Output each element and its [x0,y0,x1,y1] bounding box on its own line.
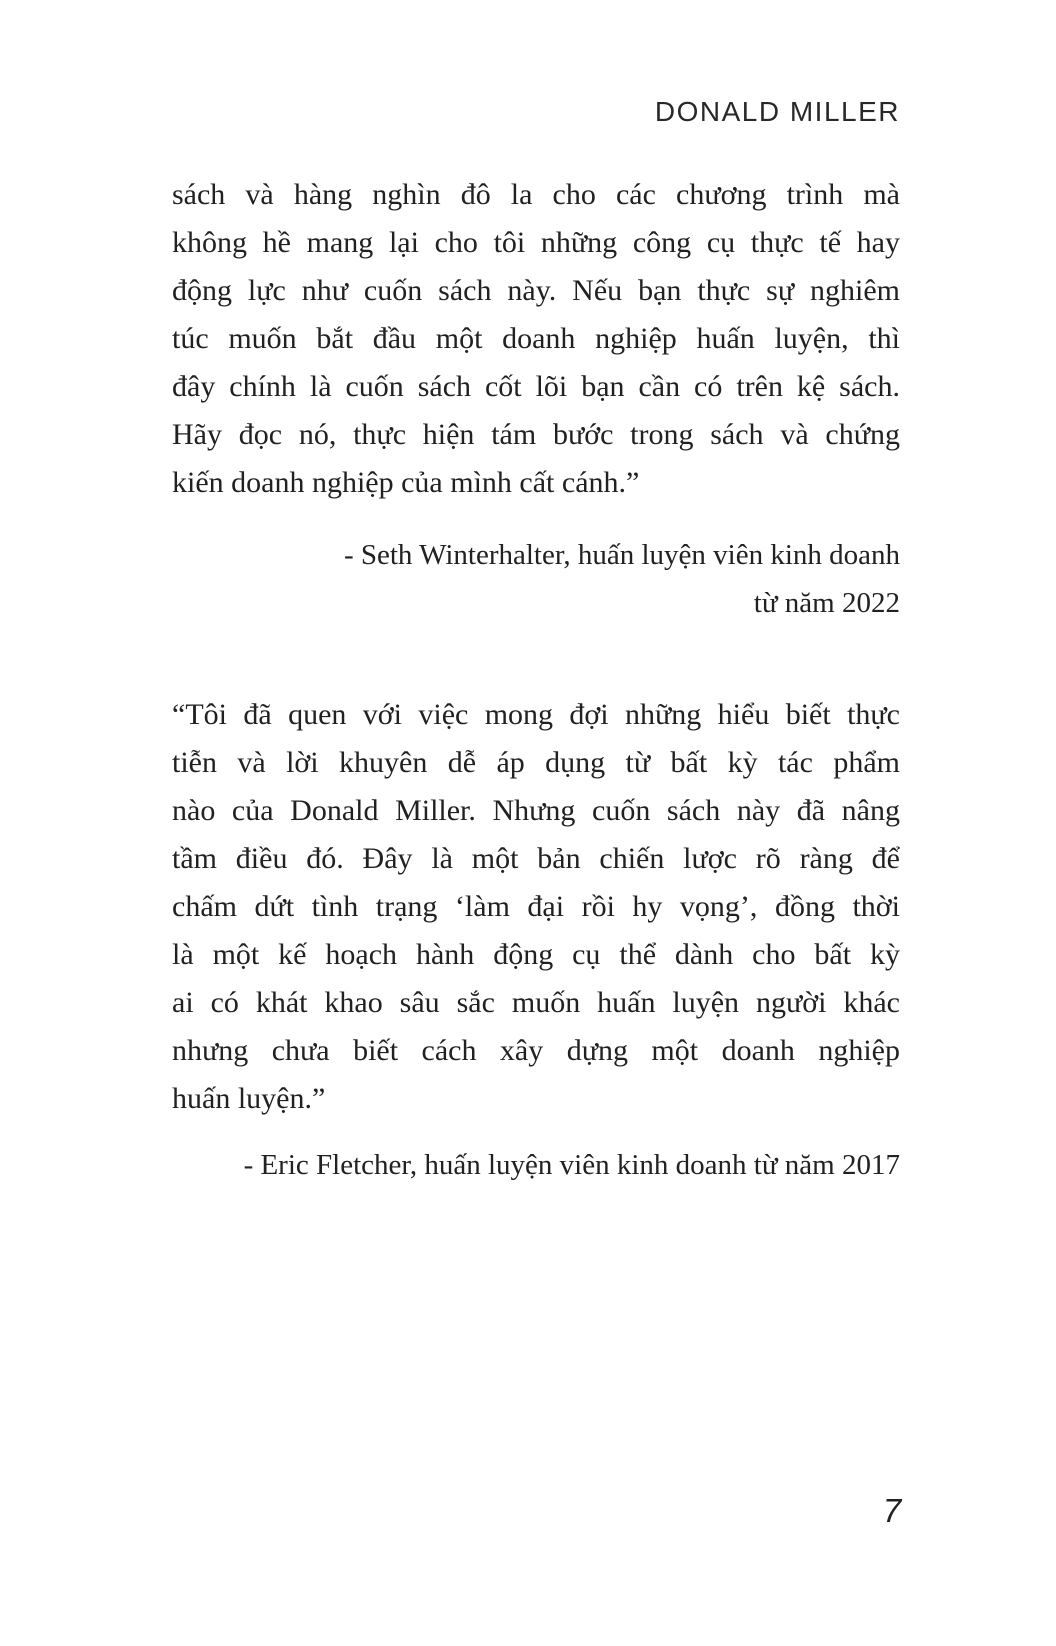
attribution-eric [172,1141,900,1189]
quote-line: tầm điều đó. Đây là một bản chiến lược rõ ràng để [172,842,900,875]
quote-line: túc muốn bắt đầu một doanh nghiệp huấn luyện, thì [172,322,900,355]
attribution-seth [172,531,900,627]
quote-line: không hề mang lại cho tôi những công cụ thực tế hay [172,226,900,259]
quote-line: là một kế hoạch hành động cụ thể dành cho bất kỳ [172,938,900,971]
attribution-line: - Seth Winterhalter, huấn luyện viên kinh doanh [343,539,900,571]
quote-line: ai có khát khao sâu sắc muốn huấn luyện người khác [172,986,900,1019]
quote-line: đây chính là cuốn sách cốt lõi bạn cần có trên kệ sách. [172,370,900,403]
page-number: 7 [882,1492,902,1529]
quote-line: sách và hàng nghìn đô la cho các chương trình mà [172,178,900,211]
quote-line: nhưng chưa biết cách xây dựng một doanh nghiệp [172,1034,900,1067]
page-content [172,171,900,1189]
quote-line: kiến doanh nghiệp của mình cất cánh.” [172,466,640,499]
testimonial-quote-eric [172,691,900,1123]
quote-line: chấm dứt tình trạng ‘làm đại rồi hy vọng’, đồng thời [172,890,900,923]
quote-line: Hãy đọc nó, thực hiện tám bước trong sách và chứng [172,418,900,451]
quote-line: “Tôi đã quen với việc mong đợi những hiểu biết thực [172,698,900,731]
quote-line: tiễn và lời khuyên dễ áp dụng từ bất kỳ tác phẩm [172,746,900,779]
quote-line: huấn luyện.” [172,1082,326,1115]
running-header: DONALD MILLER [654,96,900,127]
attribution-line: từ năm 2022 [753,587,900,619]
quote-line: nào của Donald Miller. Nhưng cuốn sách này đã nâng [172,794,900,827]
quote-line: động lực như cuốn sách này. Nếu bạn thực sự nghiêm [172,274,900,307]
testimonial-quote-seth [172,171,900,507]
attribution-line: - Eric Fletcher, huấn luyện viên kinh doanh từ năm 2017 [243,1149,900,1181]
